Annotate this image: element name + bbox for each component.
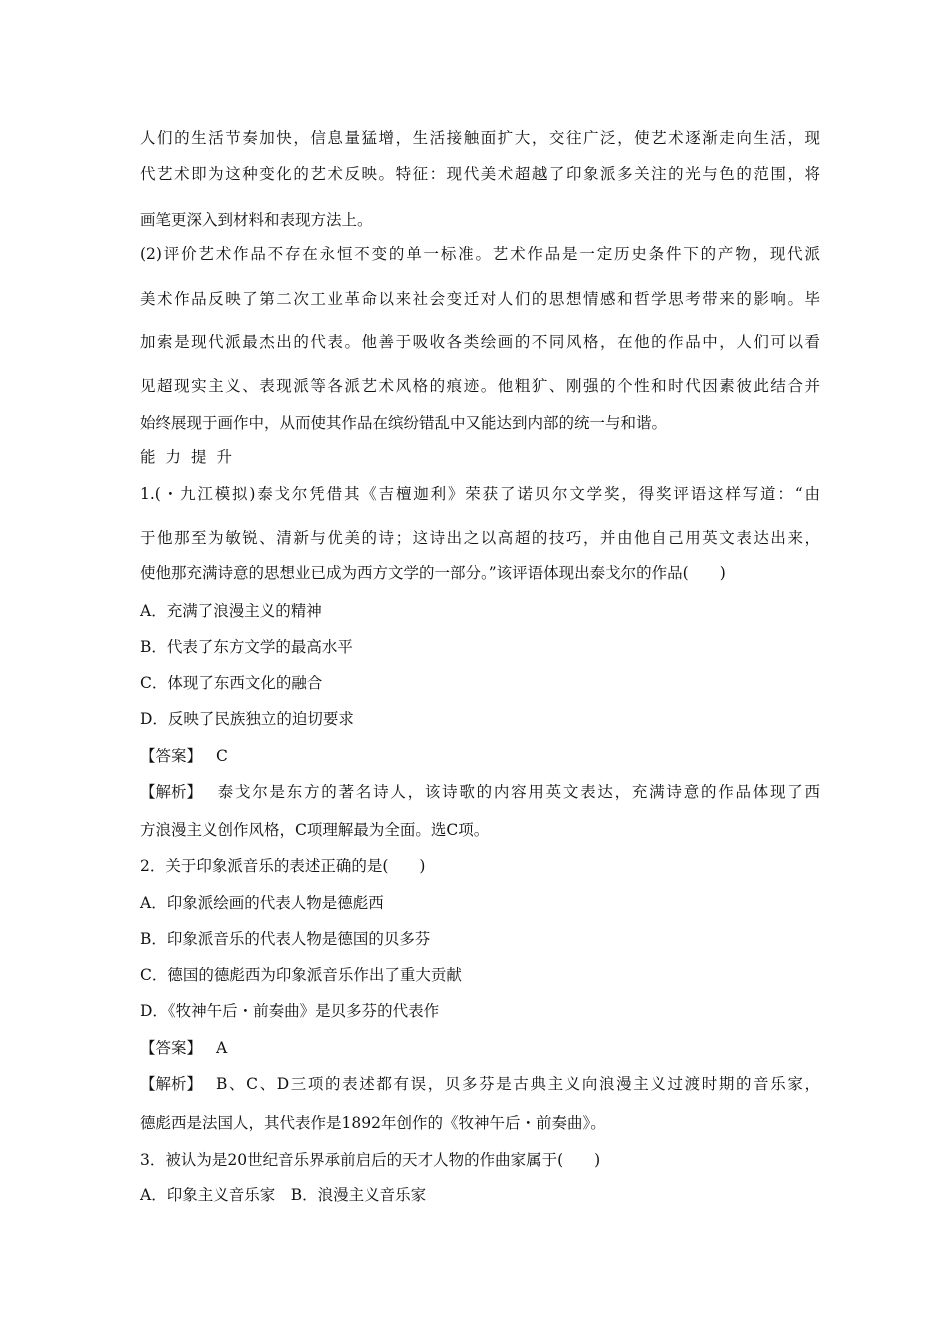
q2-answer-row — [140, 1038, 820, 1058]
q1-stem-line-2: 于他那至为敏锐、清新与优美的诗；这诗出之以高超的技巧，并由他自己用英文表达出来， — [140, 529, 820, 547]
passage-line-7: 见超现实主义、表现派等各派艺术风格的痕迹。他粗犷、刚强的个性和时代因素彼此结合并 — [140, 377, 820, 395]
q2-option-a: A．印象派绘画的代表人物是德彪西 — [140, 894, 384, 912]
q2-answer-label: 【答案】 — [140, 1039, 203, 1057]
q1-option-c: C．体现了东西文化的融合 — [140, 674, 323, 692]
q2-option-b: B．印象派音乐的代表人物是德国的贝多芬 — [140, 930, 431, 948]
passage-line-8: 始终展现于画作中，从而使其作品在缤纷错乱中又能达到内部的统一与和谐。 — [140, 414, 668, 432]
q2-analysis-text: B、C、D三项的表述都有误，贝多芬是古典主义向浪漫主义过渡时期的音乐家， — [216, 1075, 820, 1093]
q1-analysis-line-1 — [140, 782, 820, 802]
passage-line-5: 美术作品反映了第二次工业革命以来社会变迁对人们的思想情感和哲学思考带来的影响。毕 — [140, 290, 820, 308]
q1-analysis-label: 【解析】 — [140, 783, 203, 801]
passage-line-2: 代艺术即为这种变化的艺术反映。特征：现代美术超越了印象派多关注的光与色的范围，将 — [140, 165, 820, 183]
q1-stem-line-1: 1.(・九江模拟)泰戈尔凭借其《吉檀迦利》荣获了诺贝尔文学奖，得奖评语这样写道：“由 — [140, 485, 820, 503]
q1-analysis-line-2: 方浪漫主义创作风格，C项理解最为全面。选C项。 — [140, 821, 490, 839]
q1-analysis-text: 泰戈尔是东方的著名诗人，该诗歌的内容用英文表达，充满诗意的作品体现了西 — [216, 783, 820, 801]
q1-answer-row — [140, 746, 820, 766]
section-title: 能力提升 — [140, 448, 243, 466]
q1-answer-value: C — [216, 747, 228, 765]
passage-line-4: (2)评价艺术作品不存在永恒不变的单一标准。艺术作品是一定历史条件下的产物，现代派 — [140, 245, 820, 263]
passage-line-1: 人们的生活节奏加快，信息量猛增，生活接触面扩大，交往广泛，使艺术逐渐走向生活，现 — [140, 129, 820, 147]
q3-options-ab: A．印象主义音乐家 B．浪漫主义音乐家 — [140, 1186, 427, 1204]
q1-answer-label: 【答案】 — [140, 747, 203, 765]
q2-answer-value: A — [216, 1039, 228, 1057]
q2-option-c: C．德国的德彪西为印象派音乐作出了重大贡献 — [140, 966, 462, 984]
passage-line-6: 加索是现代派最杰出的代表。他善于吸收各类绘画的不同风格，在他的作品中，人们可以看 — [140, 333, 820, 351]
q1-option-d: D．反映了民族独立的迫切要求 — [140, 710, 354, 728]
q2-analysis-line-2: 德彪西是法国人，其代表作是1892年创作的《牧神午后・前奏曲》。 — [140, 1114, 606, 1132]
q1-stem-line-3: 使他那充满诗意的思想业已成为西方文学的一部分。”该评语体现出泰戈尔的作品( ) — [140, 564, 726, 582]
q2-stem: 2．关于印象派音乐的表述正确的是( ) — [140, 857, 426, 875]
q2-option-d: D．《牧神午后・前奏曲》是贝多芬的代表作 — [140, 1002, 440, 1020]
q1-option-a: A．充满了浪漫主义的精神 — [140, 602, 322, 620]
passage-line-3: 画笔更深入到材料和表现方法上。 — [140, 211, 373, 229]
q3-stem: 3．被认为是20世纪音乐界承前启后的天才人物的作曲家属于( ) — [140, 1151, 601, 1169]
q2-analysis-label: 【解析】 — [140, 1075, 203, 1093]
q1-option-b: B．代表了东方文学的最高水平 — [140, 638, 353, 656]
q2-analysis-line-1 — [140, 1074, 820, 1094]
